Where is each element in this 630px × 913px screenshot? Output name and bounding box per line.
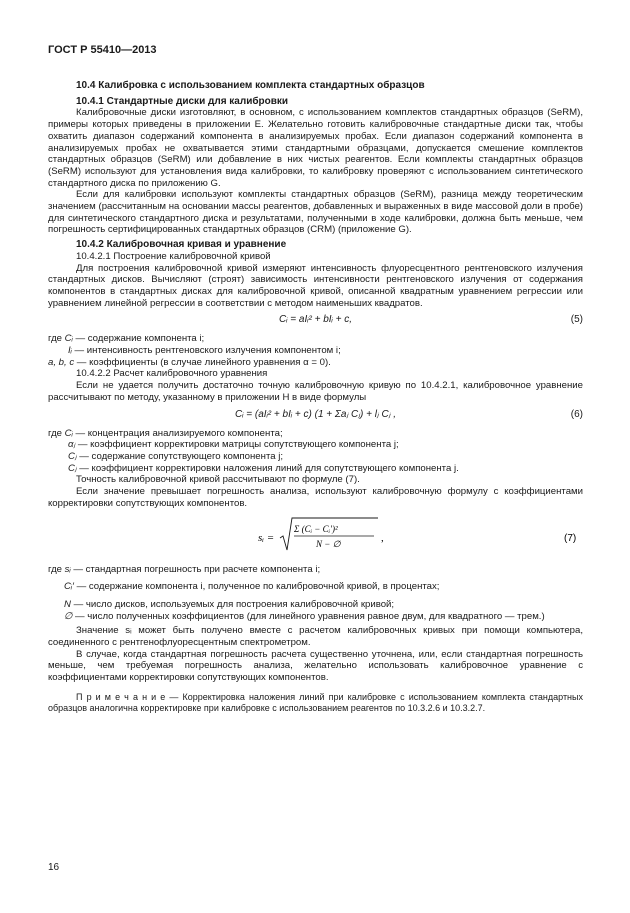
def-lead: где (48, 427, 65, 439)
def-text: — число полученных коэффициентов (для линейного уравнения равное двум, для квадратного — трем.) (72, 610, 545, 622)
formula-5 (48, 311, 583, 331)
formula-7-comma: , (381, 531, 384, 544)
paragraph-8: В случае, когда стандартная погрешность расчета существенно уточнена, или, если стандартная погрешность меньше, чем требуемая погрешность анализа, желательно использовать калибровочное уравнение с коэффициентами корректировки сопутствующих компонентов. (48, 648, 583, 684)
definition-row (48, 357, 583, 369)
def-text: — стандартная погрешность при расчете компонента i; (70, 563, 321, 575)
paragraph-2: Если для калибровки используют комплекты стандартных образцов (SeRM), разница между теоретическим значением (рассчитанным на основании массы реагентов, добавленных и выраженных в виде массовой доли в пробе) для синтетического стандартного диска и результатами, полученными в ходе калибровки, должна быть меньше, чем погрешность сертифицированных стандартных образцов (CRM) (приложение G). (48, 189, 583, 236)
def-text: — концентрация анализируемого компонента; (72, 427, 283, 439)
formula-7-lhs: sᵢ = (258, 531, 275, 544)
def-text: — коэффициенты (в случае линейного уравнения α = 0). (74, 356, 331, 368)
note: П р и м е ч а н и е — Корректировка наложения линий при калибровке с использованием комплекта стандартных образцов аналогична корректировке при калибровке с использованием реагентов по 10.3.2.6 и 10.3.2.7. (48, 691, 583, 713)
paragraph-4: Если не удается получить достаточно точную калибровочную кривую по 10.4.2.1, калибровочное уравнение рассчитывают по методу, указанному в приложении Н в виде формулы (48, 380, 583, 403)
def-symbol: Cᵢ′ (64, 581, 74, 593)
definition-row (48, 428, 583, 440)
paragraph-6: Если значение превышает погрешность анализа, используют калибровочную формулу с коэффициентами корректировки сопутствующих компонентов. (48, 486, 583, 509)
document-body (48, 80, 583, 714)
def-symbol: Cⱼ (68, 450, 77, 462)
formula-7-graphic (48, 512, 583, 560)
def-text: — коэффициент корректировки матрицы сопутствующего компонента j; (75, 439, 399, 451)
section-title-10-4-2: 10.4.2 Калибровочная кривая и уравнение (76, 239, 287, 251)
formula-7-denominator: N − ∅ (316, 538, 341, 549)
def-symbol: a, b, c (48, 356, 75, 368)
def-symbol: N (64, 598, 71, 610)
paragraph-3: Для построения калибровочной кривой измеряют интенсивность флуоресцентного рентгеновского излучения стандартных дисков. Вычисляют (строят) зависимость интенсивности рентгеновского излучения от содержания компонентов в стандартных дисках для калибровочной кривой, описанной квадратным уравнением регрессии или уравнением линейной регрессии в соответствии с методом наименьших квадратов. (48, 262, 583, 309)
formula-6-expression: Cᵢ = (aIᵢ² + bIᵢ + c) (1 + Σaⱼ Cⱼ) + lⱼ Cⱼ , (235, 408, 396, 420)
definition-row (48, 599, 583, 611)
definition-row (48, 345, 583, 357)
def-symbol: Cᵢ (64, 333, 73, 345)
formula-5-expression: Cᵢ = aIᵢ² + bIᵢ + c, (279, 314, 352, 326)
section-title-10-4-2-1: 10.4.2.1 Построение калибровочной кривой (76, 250, 271, 262)
formula-6 (48, 406, 583, 426)
definition-row (48, 611, 583, 623)
def-text: — интенсивность рентгеновского излучения компонентом i; (71, 345, 341, 357)
definitions-5 (48, 333, 583, 368)
page-number: 16 (48, 862, 60, 873)
section-title-10-4-2-2: 10.4.2.2 Расчет калибровочного уравнения (76, 368, 268, 380)
def-text: — содержание компонента i, полученное по калибровочной кривой, в процентах; (73, 581, 440, 593)
formula-7-number: (7) (564, 532, 577, 544)
def-symbol: αⱼ (68, 439, 76, 451)
section-title-10-4: 10.4 Калибровка с использованием комплекта стандартных образцов (76, 80, 425, 91)
definitions-7 (48, 564, 583, 623)
def-lead: где (48, 563, 65, 575)
def-text: — содержание сопутствующего компонента j; (76, 450, 284, 462)
def-symbol: Iᵢ (68, 345, 72, 357)
definition-row (48, 463, 583, 475)
def-text: — коэффициент корректировки наложения линий для сопутствующего компонента j. (76, 462, 459, 474)
definition-row (48, 581, 583, 593)
section-title-10-4-1: 10.4.1 Стандартные диски для калибровки (76, 95, 289, 107)
document-header: ГОСТ Р 55410—2013 (48, 44, 157, 56)
formula-7 (48, 512, 583, 560)
def-text: — число дисков, используемых для построения калибровочной кривой; (70, 598, 395, 610)
def-symbol: Cᵢ (64, 427, 73, 439)
definition-row (48, 333, 583, 345)
definition-row (48, 451, 583, 463)
paragraph-5: Точность калибровочной кривой рассчитывают по формуле (7). (76, 474, 360, 486)
paragraph-7: Значение sᵢ может быть получено вместе с расчетом калибровочных кривых при помощи компьютера, соединенного с рентгенофлуоресцентным спектрометром. (48, 625, 583, 649)
formula-5-number: (5) (570, 314, 583, 326)
def-lead: где (48, 333, 65, 345)
def-symbol: Cⱼ (68, 462, 77, 474)
definition-row (48, 439, 583, 451)
def-text: — содержание компонента i; (72, 333, 205, 345)
formula-6-number: (6) (570, 408, 583, 420)
paragraph-1: Калибровочные диски изготовляют, в основном, с использованием комплектов стандартных образцов (SeRM), примеры которых приведены в приложении Е. Желательно готовить калибровочные стандартные диски так, чтобы охватить диапазон содержаний компонента в анализируемых пробах. Если диапазон содержаний компонента в анализируемых пробах не охватывается этими стандартными образцами, допускается смешение комплектов стандартных образцов (SeRM) или добавление в них чистых реагентов. Если комплекты стандартных образцов (SeRM) используют для установления вида калибровки, то калибровку проверяют с использованием синтетического стандартного диска по приложению G. (48, 107, 583, 189)
definitions-6 (48, 428, 583, 475)
def-symbol: ∅ (64, 610, 73, 622)
definition-row (48, 564, 583, 576)
formula-7-numerator: Σ (Cᵢ − Cᵢ′)² (294, 523, 338, 534)
def-symbol: sᵢ (64, 563, 71, 575)
